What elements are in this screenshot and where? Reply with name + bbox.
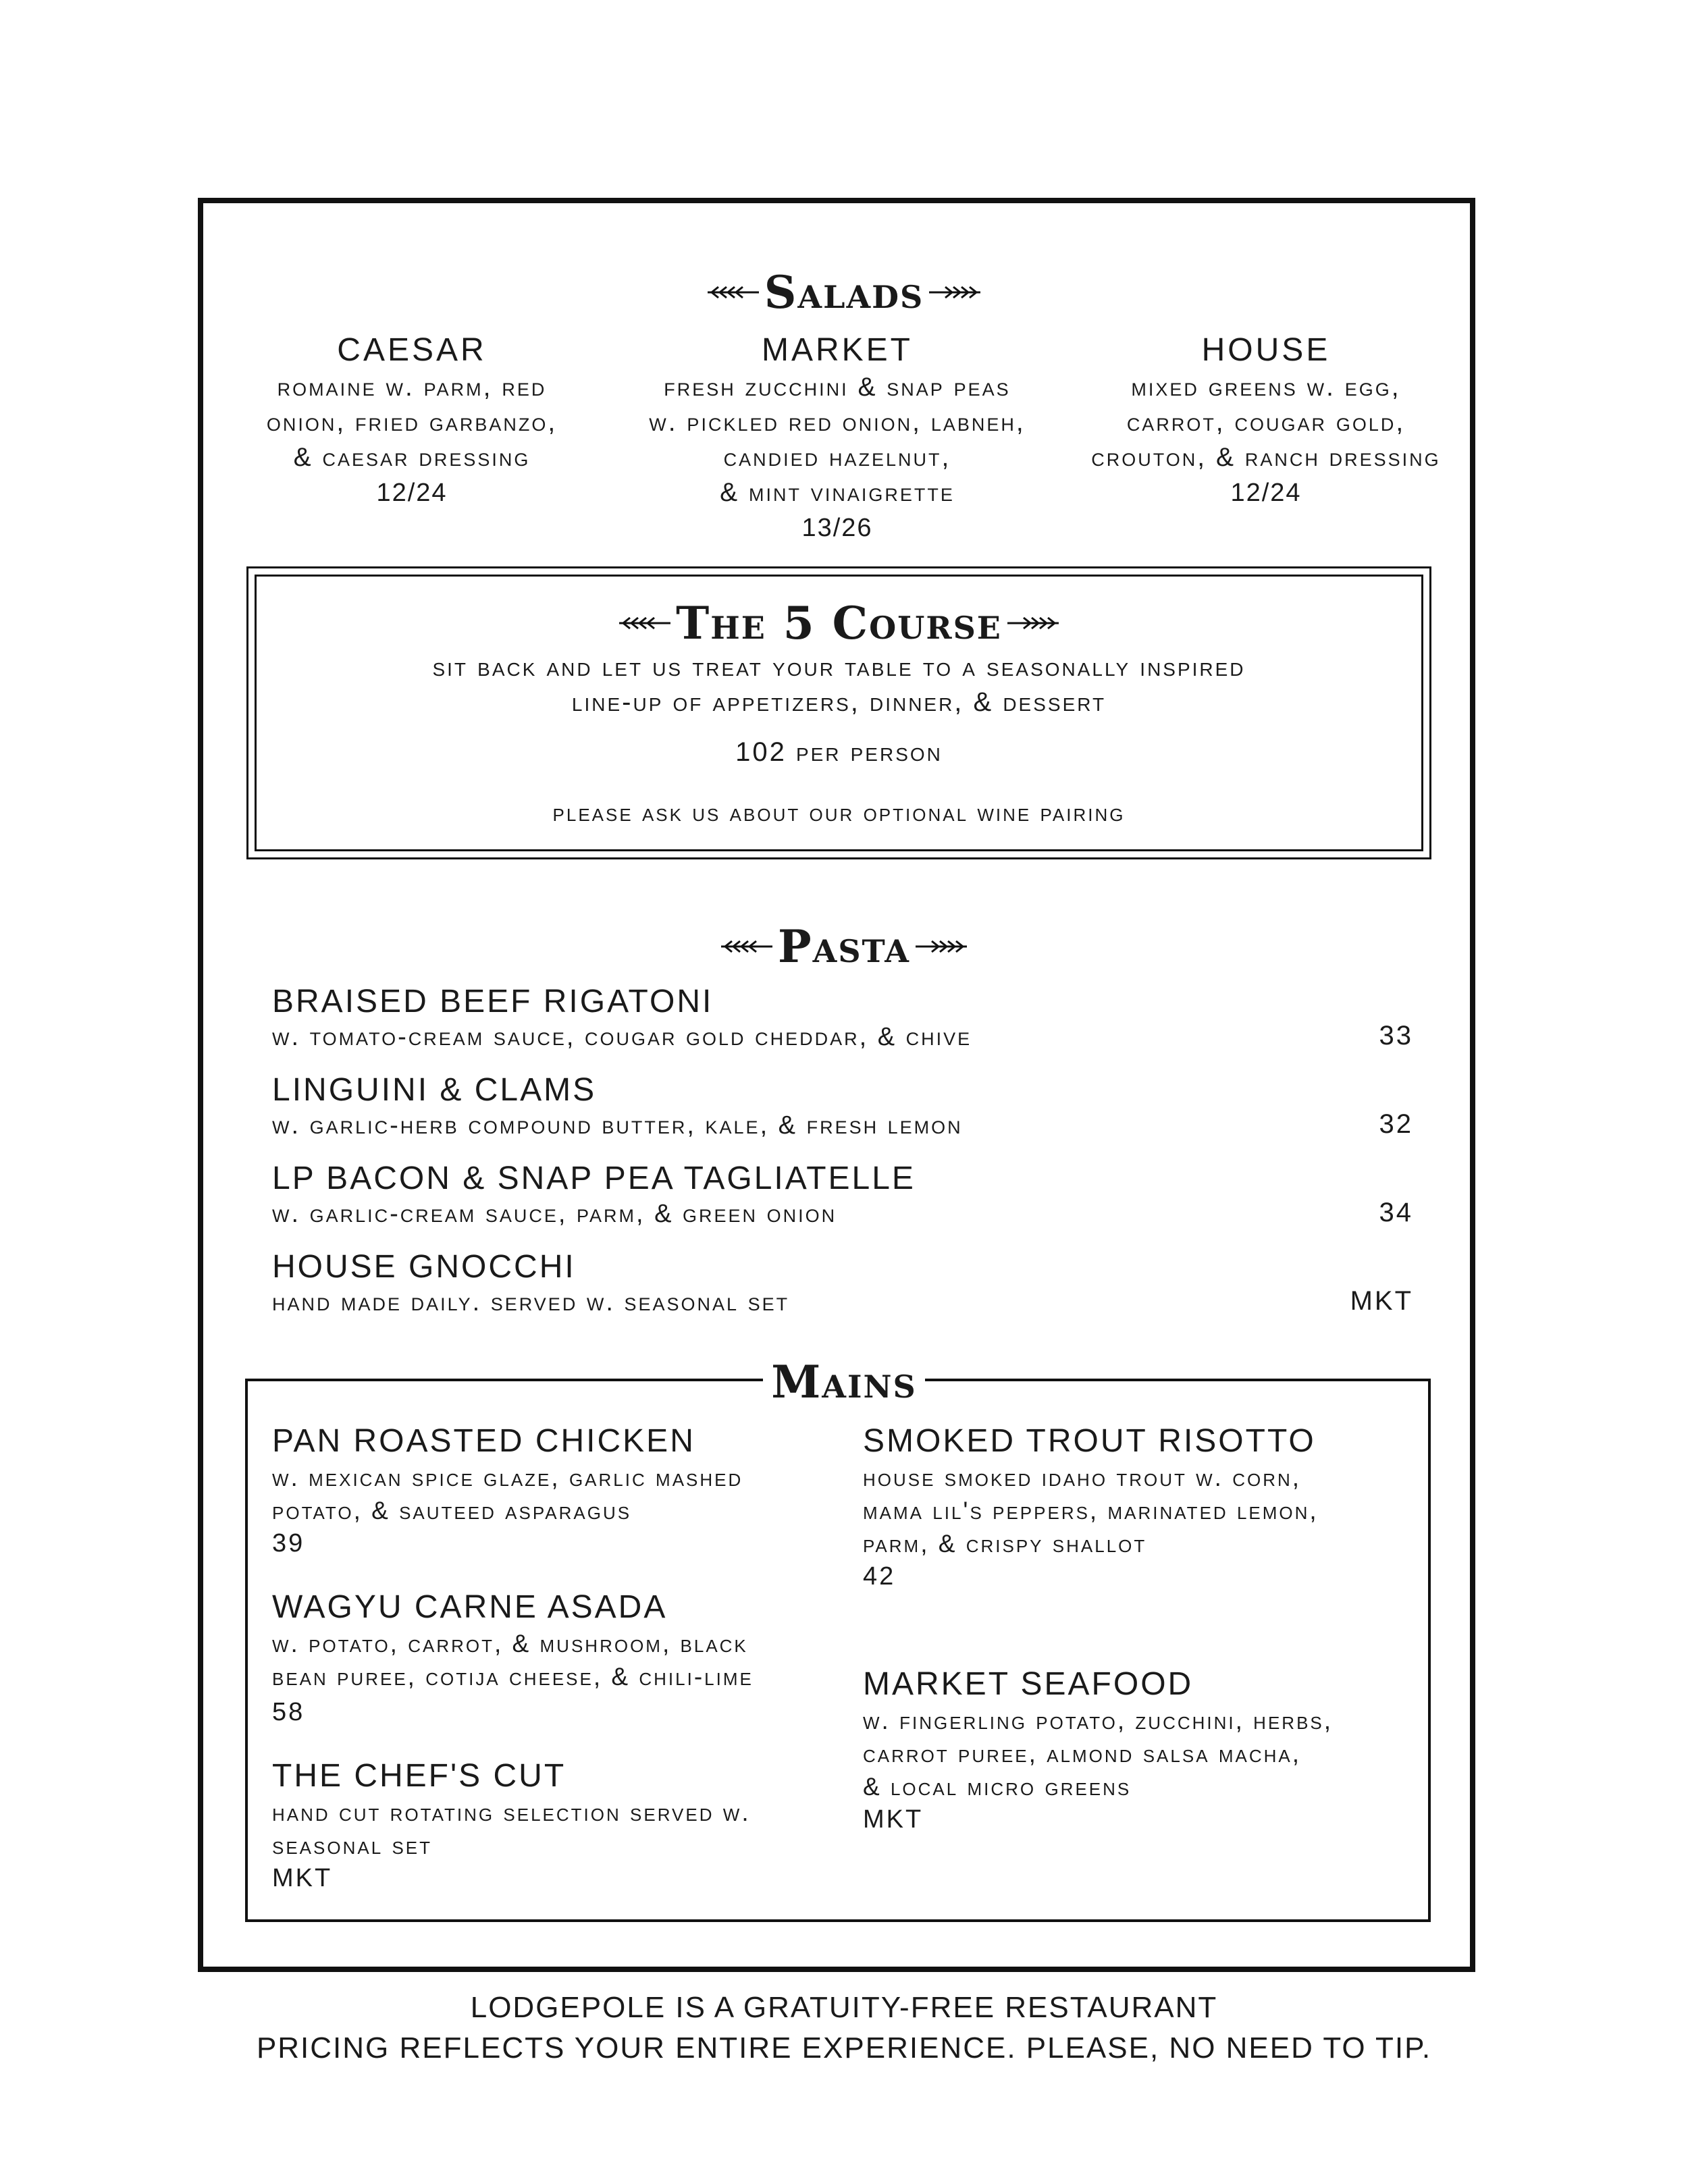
pasta-item xyxy=(272,1159,1413,1229)
five-course-wine-note: please ask us about our optional wine pairing xyxy=(552,799,1126,826)
salad-name: MARKET xyxy=(761,332,913,368)
main-desc-line: carrot puree, almond salsa macha, xyxy=(863,1740,1301,1767)
pasta-item xyxy=(272,982,1413,1053)
main-item xyxy=(272,1422,826,1560)
arrow-ornament-icon xyxy=(618,614,672,632)
main-desc-line: hand cut rotating selection served w. xyxy=(272,1799,751,1826)
salad-desc-line: & caesar dressing xyxy=(293,443,531,472)
five-course-line1: sit back and let us treat your table to a seasonally inspired xyxy=(432,652,1246,682)
footer-line2: PRICING REFLECTS YOUR ENTIRE EXPERIENCE. PLEASE, NO NEED TO TIP. xyxy=(256,2031,1432,2065)
mains-header xyxy=(0,1356,1688,1408)
salad-price: 12/24 xyxy=(376,479,448,507)
five-course-title: The 5 Course xyxy=(676,597,1002,649)
salad-desc-line: onion, fried garbanzo, xyxy=(266,408,558,437)
main-price: MKT xyxy=(272,1864,333,1892)
five-course-price: 102 per person xyxy=(735,737,943,767)
pasta-desc: hand made daily. served w. seasonal set xyxy=(272,1288,790,1316)
pasta-name: LINGUINI & CLAMS xyxy=(272,1072,597,1108)
arrow-ornament-icon xyxy=(706,284,760,301)
main-desc-line: w. fingerling potato, zucchini, herbs, xyxy=(863,1707,1334,1734)
pasta-name: BRAISED BEEF RIGATONI xyxy=(272,984,714,1019)
five-course-box xyxy=(246,566,1431,859)
pasta-item xyxy=(272,1248,1413,1318)
pasta-desc: w. garlic-cream sauce, parm, & green onion xyxy=(272,1200,837,1228)
pasta-price: 32 xyxy=(1379,1109,1413,1139)
five-course-header xyxy=(248,597,1429,649)
main-item xyxy=(863,1422,1417,1593)
arrow-ornament-icon xyxy=(720,938,774,955)
pasta-header xyxy=(0,920,1688,973)
main-name: THE CHEF'S CUT xyxy=(272,1758,566,1794)
footer-line1: LODGEPOLE IS A GRATUITY-FREE RESTAURANT xyxy=(470,1991,1218,2024)
main-name: MARKET SEAFOOD xyxy=(863,1666,1194,1702)
main-desc-line: parm, & crispy shallot xyxy=(863,1530,1147,1557)
pasta-name: LP BACON & SNAP PEA TAGLIATELLE xyxy=(272,1161,916,1196)
main-desc-line: mama lil's peppers, marinated lemon, xyxy=(863,1497,1319,1524)
salads-title: Salads xyxy=(764,266,924,319)
five-course-line2: line-up of appetizers, dinner, & dessert xyxy=(571,687,1107,717)
salad-caesar xyxy=(203,331,621,510)
main-desc-line: w. potato, carrot, & mushroom, black xyxy=(272,1630,748,1657)
arrow-ornament-icon xyxy=(1006,614,1060,632)
salad-desc-line: fresh zucchini & snap peas xyxy=(664,373,1011,402)
main-price: 42 xyxy=(863,1562,896,1591)
salad-name: HOUSE xyxy=(1201,332,1331,368)
salad-price: 13/26 xyxy=(801,514,873,542)
main-name: SMOKED TROUT RISOTTO xyxy=(863,1423,1316,1459)
pasta-price: MKT xyxy=(1350,1286,1413,1316)
mains-title: Mains xyxy=(763,1360,925,1404)
main-desc-line: house smoked idaho trout w. corn, xyxy=(863,1464,1302,1491)
salad-desc-line: w. pickled red onion, labneh, xyxy=(649,408,1026,437)
pasta-desc: w. garlic-herb compound butter, kale, & fresh lemon xyxy=(272,1111,963,1140)
pasta-title: Pasta xyxy=(778,920,910,973)
pasta-price: 33 xyxy=(1379,1021,1413,1050)
main-desc-line: seasonal set xyxy=(272,1832,433,1859)
arrow-ornament-icon xyxy=(928,284,982,301)
main-item xyxy=(863,1665,1417,1836)
salad-desc-line: crouton, & ranch dressing xyxy=(1091,443,1441,472)
salad-desc-line: & mint vinaigrette xyxy=(720,478,955,507)
salads-header xyxy=(0,266,1688,319)
main-item xyxy=(272,1757,826,1895)
main-desc-line: w. mexican spice glaze, garlic mashed xyxy=(272,1464,743,1491)
pasta-item xyxy=(272,1071,1413,1141)
main-desc-line: bean puree, cotija cheese, & chili-lime xyxy=(272,1663,754,1690)
pasta-price: 34 xyxy=(1379,1198,1413,1227)
salad-desc-line: romaine w. parm, red xyxy=(277,373,547,402)
main-name: WAGYU CARNE ASADA xyxy=(272,1589,668,1625)
main-price: MKT xyxy=(863,1805,924,1834)
salad-desc-line: carrot, cougar gold, xyxy=(1126,408,1406,437)
salad-desc-line: mixed greens w. egg, xyxy=(1131,373,1401,402)
main-name: PAN ROASTED CHICKEN xyxy=(272,1423,695,1459)
main-item xyxy=(272,1588,826,1729)
pasta-name: HOUSE GNOCCHI xyxy=(272,1249,576,1285)
main-desc-line: potato, & sauteed asparagus xyxy=(272,1497,632,1524)
arrow-ornament-icon xyxy=(914,938,968,955)
salad-desc-line: candied hazelnut, xyxy=(723,443,951,472)
salad-price: 12/24 xyxy=(1230,479,1302,507)
main-desc-line: & local micro greens xyxy=(863,1773,1132,1801)
pasta-desc: w. tomato-cream sauce, cougar gold cheddar, & chive xyxy=(272,1023,972,1051)
salad-name: CAESAR xyxy=(337,332,487,368)
main-price: 39 xyxy=(272,1529,305,1557)
salad-house xyxy=(1057,331,1475,510)
salad-market xyxy=(628,331,1047,545)
main-price: 58 xyxy=(272,1698,305,1726)
